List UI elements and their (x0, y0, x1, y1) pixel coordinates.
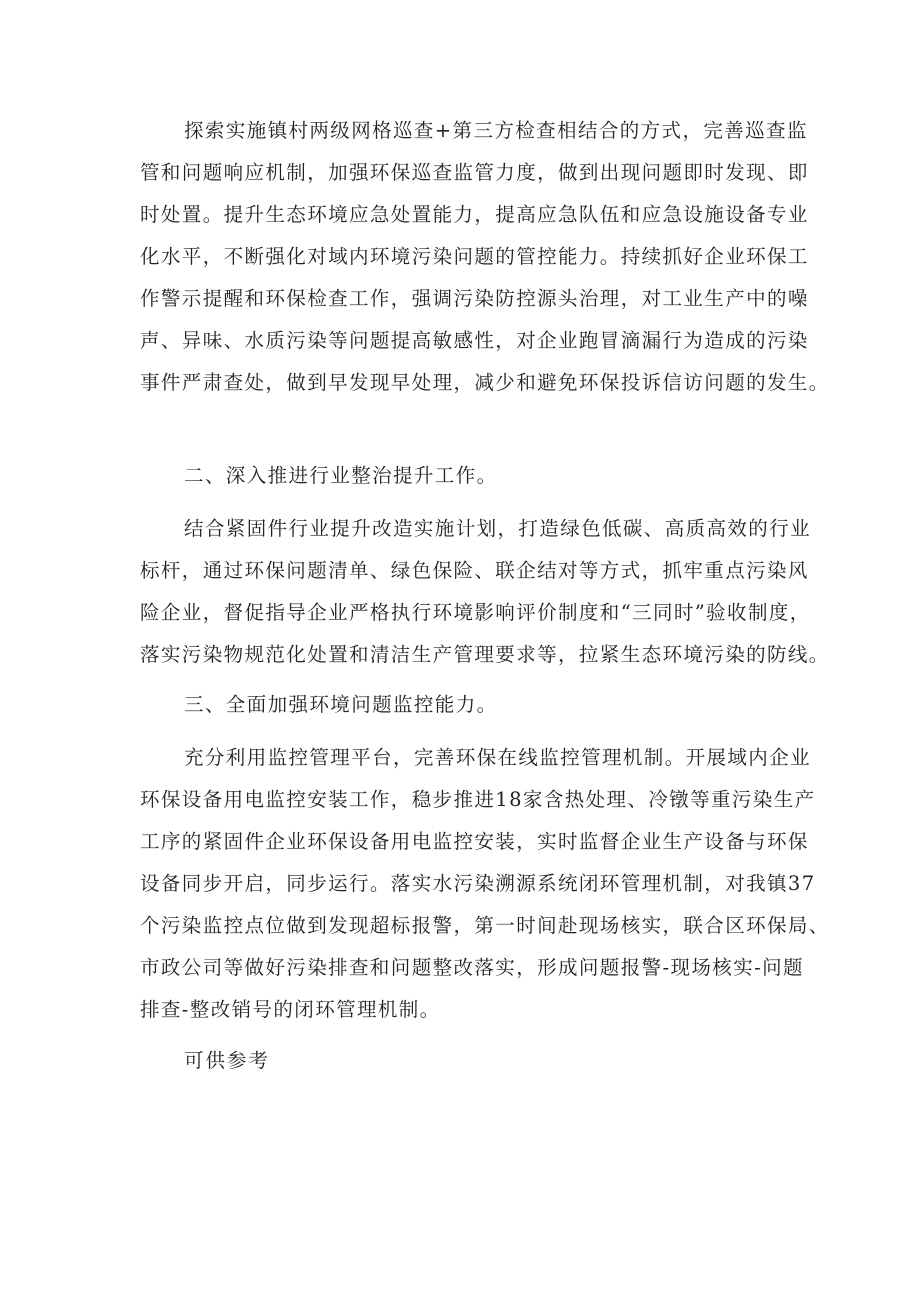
text-line: 标杆，通过环保问题清单、绿色保险、联企结对等方式，抓牢重点污染风 (140, 559, 809, 582)
paragraph-industry-upgrade (140, 508, 830, 676)
text-line: 设备同步开启，同步运行。落实水污染溯源系统闭环管理机制，对我镇37 (140, 872, 816, 895)
text-line: 时处置。提升生态环境应急处置能力，提高应急队伍和应急设施设备专业 (140, 203, 809, 226)
text-line: 排查-整改销号的闭环管理机制。 (140, 998, 441, 1021)
paragraph-inspection-mechanism (140, 110, 830, 404)
text-line: 事件严肃查处，做到早发现早处理，减少和避免环保投诉信访问题的发生。 (140, 371, 830, 394)
reference-note: 可供参考 (184, 1049, 271, 1072)
section-heading-industry (140, 455, 498, 497)
heading-text: 三、全面加强环境问题监控能力。 (184, 693, 498, 716)
text-line: 结合紧固件行业提升改造实施计划，打造绿色低碳、高质高效的行业 (184, 517, 812, 540)
text-line: 工序的紧固件企业环保设备用电监控安装，实时监督企业生产设备与环保 (140, 830, 809, 853)
text-line: 环保设备用电监控安装工作，稳步推进18家含热处理、冷镦等重污染生产 (140, 788, 816, 811)
text-line: 险企业，督促指导企业严格执行环境影响评价制度和“三同时”验收制度， (140, 601, 811, 624)
section-heading-monitoring (140, 684, 498, 726)
text-line: 化水平，不断强化对域内环境污染问题的管控能力。持续抓好企业环保工 (140, 245, 809, 268)
text-line: 作警示提醒和环保检查工作，强调污染防控源头治理，对工业生产中的噪 (140, 287, 809, 310)
text-line: 探索实施镇村两级网格巡查+第三方检查相结合的方式，完善巡查监 (184, 119, 808, 142)
text-line: 充分利用监控管理平台，完善环保在线监控管理机制。开展域内企业 (184, 746, 812, 769)
paragraph-monitoring-capability (140, 737, 830, 1031)
text-line: 声、异味、水质污染等问题提高敏感性，对企业跑冒滴漏行为造成的污染 (140, 329, 809, 352)
heading-text: 二、深入推进行业整治提升工作。 (184, 464, 498, 487)
text-line: 管和问题响应机制，加强环保巡查监管力度，做到出现问题即时发现、即 (140, 161, 809, 184)
text-line: 落实污染物规范化处置和清洁生产管理要求等，拉紧生态环境污染的防线。 (140, 643, 830, 666)
text-line: 市政公司等做好污染排查和问题整改落实，形成问题报警-现场核实-问题 (140, 956, 804, 979)
text-line: 个污染监控点位做到发现超标报警，第一时间赴现场核实，联合区环保局、 (140, 914, 830, 937)
